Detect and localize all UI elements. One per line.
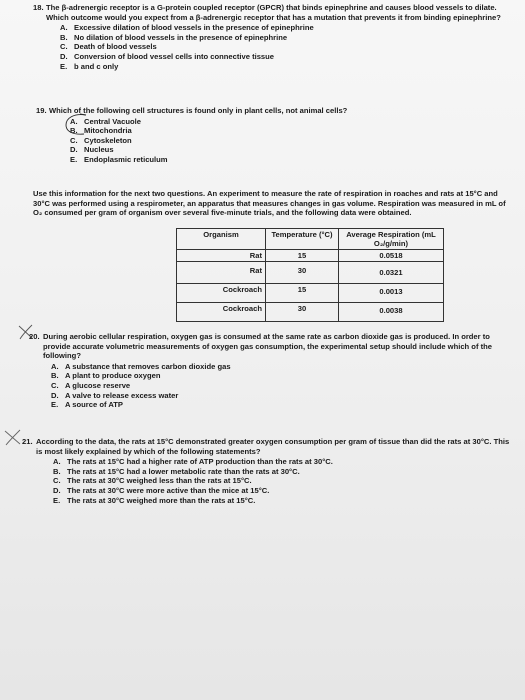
- question-stem: According to the data, the rats at 15°C demonstrated greater oxygen consumption per gram of tissue than did the rats at 30°C. This is most likely explained by which of the following statements?: [36, 437, 510, 456]
- option-d[interactable]: D. The rats at 30°C were more active than the mice at 15°C.: [53, 485, 270, 495]
- option-c[interactable]: C. Cytoskeleton: [70, 135, 132, 145]
- option-b[interactable]: B. Mitochondria: [70, 126, 132, 136]
- answer-options: [51, 362, 511, 410]
- option-a[interactable]: A. The rats at 15°C had a higher rate of ATP production than the rats at 30°C.: [53, 457, 333, 467]
- answer-options: [70, 117, 506, 165]
- question-18: [33, 3, 511, 71]
- cell-organism: Rat: [177, 262, 266, 284]
- option-c[interactable]: C. A glucose reserve: [51, 380, 131, 390]
- question-20: [29, 332, 511, 410]
- table-row: [177, 284, 444, 303]
- respiration-data-table: [176, 228, 444, 322]
- option-e[interactable]: E. A source of ATP: [51, 400, 123, 410]
- question-number: 18.: [33, 3, 44, 12]
- cell-organism: Cockroach: [177, 303, 266, 322]
- option-d[interactable]: D. Nucleus: [70, 145, 114, 155]
- option-b[interactable]: B. The rats at 15°C had a lower metabolic rate than the rats at 30°C.: [53, 466, 300, 476]
- question-stem: During aerobic cellular respiration, oxygen gas is consumed at the same rate as carbon dioxide gas is produced. In order to provide accurate volumetric measurements of oxygen gas consumption, the experimental setup should include which of the following?: [43, 332, 492, 361]
- question-stem: Which of the following cell structures is found only in plant cells, not animal cells?: [49, 106, 348, 115]
- option-a[interactable]: A. A substance that removes carbon dioxide gas: [51, 361, 231, 371]
- option-e[interactable]: E. b and c only: [60, 61, 119, 71]
- table-header-row: [177, 229, 444, 250]
- question-21: [22, 437, 511, 505]
- answer-circle-mark: [60, 112, 100, 138]
- cell-temperature: 30: [266, 303, 339, 322]
- header-respiration: Average Respiration (mL O₂/g/min): [339, 229, 444, 250]
- table-row: [177, 303, 444, 322]
- option-d[interactable]: D. A valve to release excess water: [51, 390, 179, 400]
- x-mark: [2, 428, 24, 448]
- answer-options: [60, 23, 511, 71]
- option-a[interactable]: A. Central Vacuole: [70, 116, 141, 126]
- cell-organism: Rat: [177, 250, 266, 262]
- header-organism: Organism: [177, 229, 266, 250]
- question-19: [36, 106, 506, 165]
- question-stem: The β-adrenergic receptor is a G-protein coupled receptor (GPCR) that binds epinephrine and causes blood vessels to dilate. Which outcome would you expect from a β-adrenergic receptor that has a mutation that prevents it from binding epinephrine?: [46, 3, 501, 22]
- cell-respiration: 0.0321: [339, 262, 444, 284]
- option-b[interactable]: B. No dilation of blood vessels in the presence of epinephrine: [60, 32, 288, 42]
- option-b[interactable]: B. A plant to produce oxygen: [51, 371, 161, 381]
- table-row: [177, 262, 444, 284]
- table-row: [177, 250, 444, 262]
- question-number: 19.: [36, 106, 47, 115]
- cell-temperature: 15: [266, 250, 339, 262]
- cell-respiration: 0.0038: [339, 303, 444, 322]
- header-temperature: Temperature (°C): [266, 229, 339, 250]
- cell-respiration: 0.0518: [339, 250, 444, 262]
- option-a[interactable]: A. Excessive dilation of blood vessels in the presence of epinephrine: [60, 23, 314, 33]
- question-number: 20.: [29, 332, 40, 341]
- answer-options: [53, 457, 511, 505]
- question-number: 21.: [22, 437, 33, 446]
- cell-temperature: 30: [266, 262, 339, 284]
- cell-respiration: 0.0013: [339, 284, 444, 303]
- option-c[interactable]: C. Death of blood vessels: [60, 42, 157, 52]
- option-e[interactable]: E. The rats at 30°C weighed more than the rats at 15°C.: [53, 495, 256, 505]
- cell-organism: Cockroach: [177, 284, 266, 303]
- option-e[interactable]: E. Endoplasmic reticulum: [70, 154, 168, 164]
- cell-temperature: 15: [266, 284, 339, 303]
- option-c[interactable]: C. The rats at 30°C weighed less than the rats at 15°C.: [53, 476, 252, 486]
- experiment-intro: Use this information for the next two questions. An experiment to measure the rate of respiration in roaches and rats at 15°C and 30°C was performed using a respirometer, an apparatus that measures changes in gas volume. Respiration was measured in mL of O₂ consumed per gram of organism over several five-minute trials, and the following data were obtained.: [33, 189, 506, 218]
- option-d[interactable]: D. Conversion of blood vessel cells into connective tissue: [60, 51, 275, 61]
